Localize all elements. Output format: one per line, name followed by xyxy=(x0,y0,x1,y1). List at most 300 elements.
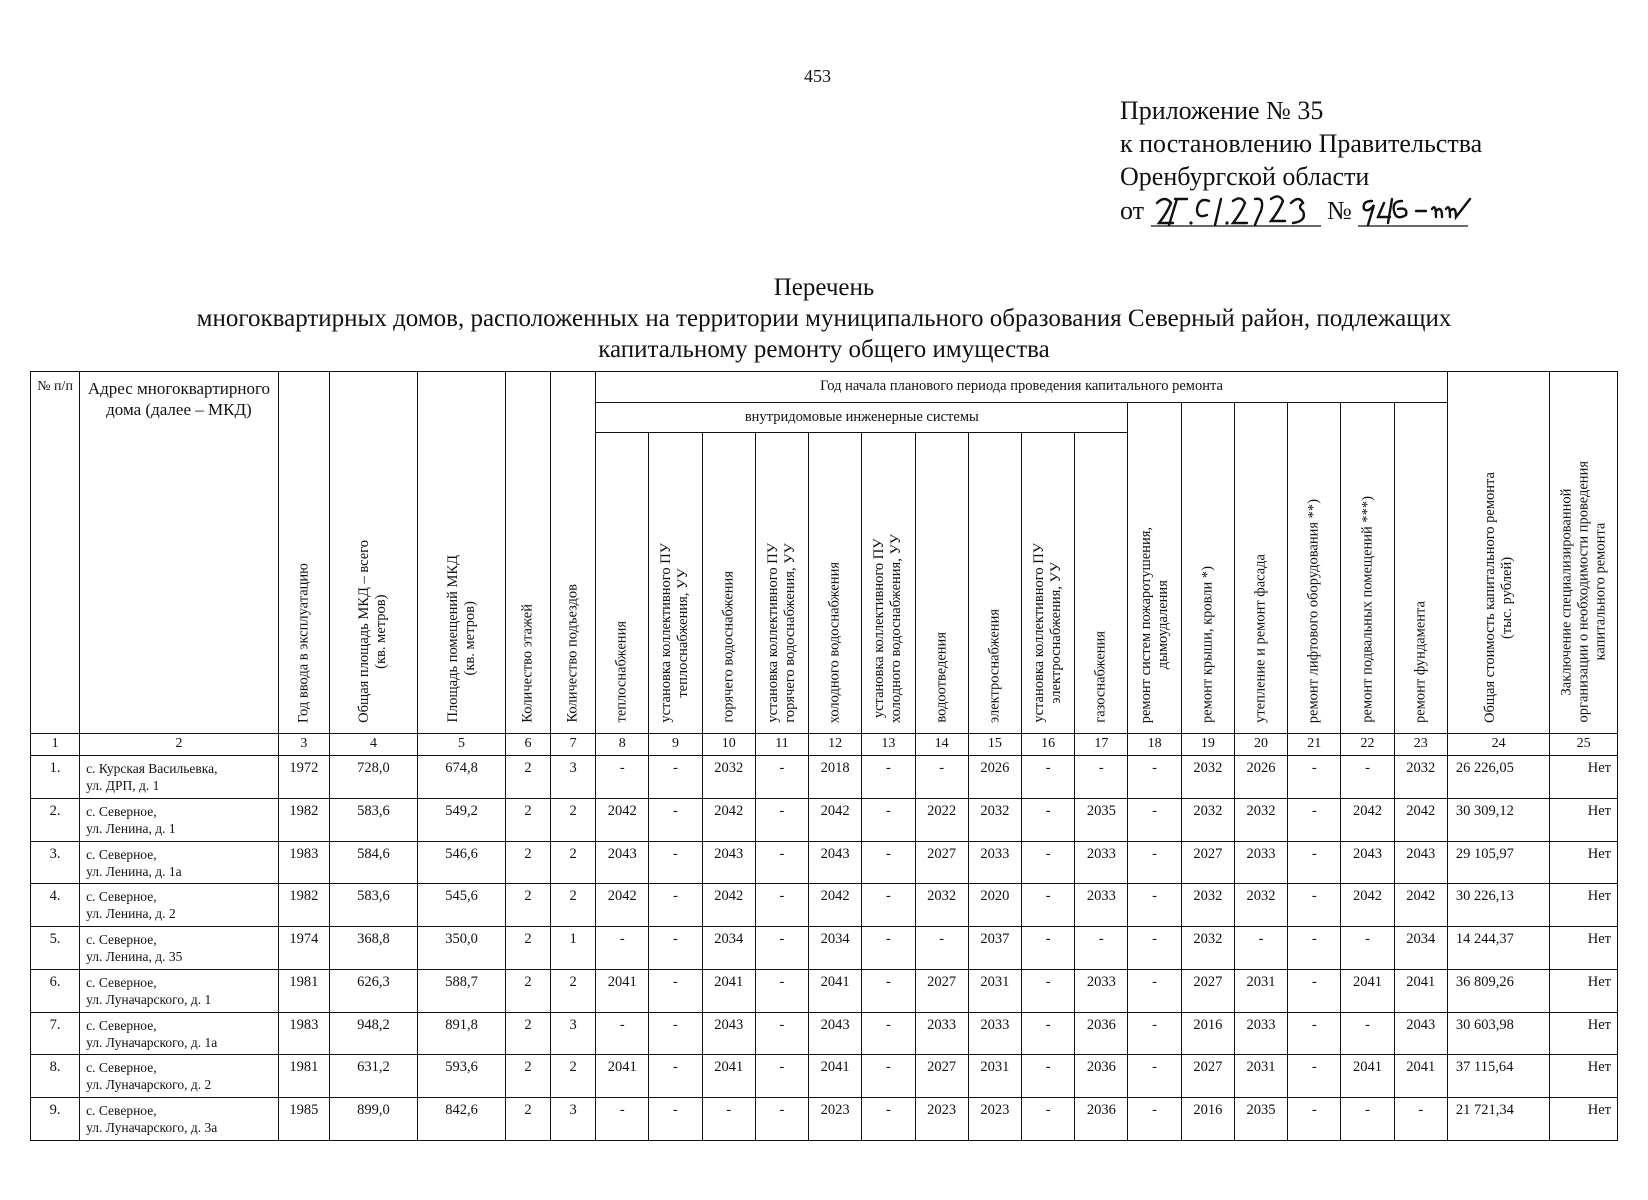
repair-table xyxy=(30,371,1618,1141)
cell-cost: 29 105,97 xyxy=(1447,841,1549,884)
column-number: 21 xyxy=(1288,733,1341,755)
cell-year: 1981 xyxy=(278,1055,329,1098)
cell-year: 1974 xyxy=(278,927,329,970)
cell-entrances: 3 xyxy=(551,1098,596,1141)
cell-drain: 2032 xyxy=(915,884,968,927)
column-number: 25 xyxy=(1550,733,1618,755)
cell-elevator: - xyxy=(1288,841,1341,884)
cell-total: 728,0 xyxy=(329,755,417,798)
cell-cold-pu: - xyxy=(862,927,915,970)
column-number: 1 xyxy=(31,733,80,755)
address-line-1: с. Северное, xyxy=(86,889,157,905)
cell-year: 1983 xyxy=(278,841,329,884)
header-premises-area: Площадь помещений МКД (кв. метров) xyxy=(417,372,505,734)
title-line-2: многоквартирных домов, расположенных на территории муниципального образования Северный район, подлежащих xyxy=(196,305,1452,332)
address-line-2: ул. Луначарского, д. 3а xyxy=(86,1120,218,1136)
column-number: 18 xyxy=(1128,733,1181,755)
address-line-1: с. Северное, xyxy=(86,932,157,948)
cell-gas: 2036 xyxy=(1075,1055,1128,1098)
address-line-2: ул. Луначарского, д. 1а xyxy=(86,1034,218,1050)
cell-facade: - xyxy=(1234,927,1287,970)
cell-gas: 2036 xyxy=(1075,1012,1128,1055)
cell-electric-pu: - xyxy=(1022,1012,1075,1055)
cell-total: 368,8 xyxy=(329,927,417,970)
cell-cost: 26 226,05 xyxy=(1447,755,1549,798)
cell-cost: 30 226,13 xyxy=(1447,884,1549,927)
cell-cold-pu: - xyxy=(862,841,915,884)
cell-num: 9. xyxy=(31,1098,80,1141)
cell-year: 1982 xyxy=(278,798,329,841)
cell-floors: 2 xyxy=(506,1098,551,1141)
cell-drain: - xyxy=(915,927,968,970)
title-line-3: капитальному ремонту общего имущества xyxy=(598,336,1050,363)
header-electric-pu: установка коллективного ПУ электроснабжения, УУ xyxy=(1022,433,1075,734)
address-line-2: ул. Ленина, д. 1а xyxy=(86,863,182,879)
cell-num: 3. xyxy=(31,841,80,884)
cell-premises: 593,6 xyxy=(417,1055,505,1098)
table-body xyxy=(31,755,1618,1140)
cell-heat: 2041 xyxy=(596,969,649,1012)
cell-total: 899,0 xyxy=(329,1098,417,1141)
cell-floors: 2 xyxy=(506,841,551,884)
cell-hot: 2032 xyxy=(702,755,755,798)
cell-electric: 2026 xyxy=(968,755,1021,798)
cell-floors: 2 xyxy=(506,798,551,841)
cell-year: 1985 xyxy=(278,1098,329,1141)
cell-cold-pu: - xyxy=(862,1055,915,1098)
cell-floors: 2 xyxy=(506,969,551,1012)
table-row xyxy=(31,969,1618,1012)
cell-total: 631,2 xyxy=(329,1055,417,1098)
address-line-1: с. Северное, xyxy=(86,974,157,990)
cell-roof: 2032 xyxy=(1181,755,1234,798)
cell-heat-pu: - xyxy=(649,755,702,798)
cell-facade: 2033 xyxy=(1234,1012,1287,1055)
cell-address xyxy=(80,1098,279,1141)
cell-num: 7. xyxy=(31,1012,80,1055)
cell-gas: 2036 xyxy=(1075,1098,1128,1141)
cell-address xyxy=(80,884,279,927)
cell-gas: 2033 xyxy=(1075,841,1128,884)
cell-heat: - xyxy=(596,755,649,798)
cell-heat-pu: - xyxy=(649,884,702,927)
address-line-1: с. Северное, xyxy=(86,1103,157,1119)
cell-foundation: 2041 xyxy=(1394,969,1447,1012)
cell-cold: 2042 xyxy=(809,884,862,927)
cell-cold: 2041 xyxy=(809,969,862,1012)
cell-conclusion: Нет xyxy=(1550,1055,1618,1098)
document-title xyxy=(60,272,1588,365)
table-row xyxy=(31,1098,1618,1141)
header-conclusion: Заключение специализированной организации о необходимости проведения капитального ремонта xyxy=(1550,372,1618,734)
cell-foundation: 2042 xyxy=(1394,884,1447,927)
cell-premises: 545,6 xyxy=(417,884,505,927)
header-total-area: Общая площадь МКД – всего (кв. метров) xyxy=(329,372,417,734)
cell-heat-pu: - xyxy=(649,841,702,884)
cell-heat-pu: - xyxy=(649,1098,702,1141)
address-line-2: ул. Луначарского, д. 2 xyxy=(86,1077,212,1093)
cell-hot: 2042 xyxy=(702,884,755,927)
column-number: 5 xyxy=(417,733,505,755)
column-number: 12 xyxy=(809,733,862,755)
cell-hot-pu: - xyxy=(755,1055,808,1098)
cell-basement: - xyxy=(1341,755,1394,798)
header-num: № п/п xyxy=(31,372,80,734)
cell-num: 6. xyxy=(31,969,80,1012)
cell-elevator: - xyxy=(1288,969,1341,1012)
header-year: Год ввода в эксплуатацию xyxy=(278,372,329,734)
cell-drain: - xyxy=(915,755,968,798)
header-engineering-systems: внутридомовые инженерные системы xyxy=(596,402,1128,433)
column-number: 11 xyxy=(755,733,808,755)
cell-year: 1983 xyxy=(278,1012,329,1055)
table-row xyxy=(31,884,1618,927)
cell-conclusion: Нет xyxy=(1550,884,1618,927)
cell-electric: 2020 xyxy=(968,884,1021,927)
cell-cold-pu: - xyxy=(862,798,915,841)
cell-year: 1982 xyxy=(278,884,329,927)
cell-electric: 2033 xyxy=(968,841,1021,884)
table-row xyxy=(31,798,1618,841)
cell-hot-pu: - xyxy=(755,841,808,884)
cell-premises: 891,8 xyxy=(417,1012,505,1055)
cell-fire: - xyxy=(1128,755,1181,798)
cell-heat: - xyxy=(596,1098,649,1141)
column-number: 3 xyxy=(278,733,329,755)
cell-roof: 2016 xyxy=(1181,1012,1234,1055)
cell-entrances: 2 xyxy=(551,841,596,884)
cell-electric-pu: - xyxy=(1022,841,1075,884)
cell-elevator: - xyxy=(1288,755,1341,798)
cell-premises: 842,6 xyxy=(417,1098,505,1141)
cell-conclusion: Нет xyxy=(1550,755,1618,798)
cell-foundation: 2043 xyxy=(1394,841,1447,884)
cell-cold: 2042 xyxy=(809,798,862,841)
cell-year: 1972 xyxy=(278,755,329,798)
header-facade: утепление и ремонт фасада xyxy=(1234,402,1287,733)
cell-entrances: 1 xyxy=(551,927,596,970)
cell-heat: 2043 xyxy=(596,841,649,884)
cell-fire: - xyxy=(1128,798,1181,841)
cell-entrances: 3 xyxy=(551,755,596,798)
cell-total: 948,2 xyxy=(329,1012,417,1055)
cell-facade: 2035 xyxy=(1234,1098,1287,1141)
cell-electric-pu: - xyxy=(1022,798,1075,841)
cell-electric-pu: - xyxy=(1022,969,1075,1012)
cell-hot: 2043 xyxy=(702,1012,755,1055)
column-number: 14 xyxy=(915,733,968,755)
cell-electric-pu: - xyxy=(1022,884,1075,927)
handwritten-date xyxy=(1151,193,1321,227)
cell-heat: - xyxy=(596,927,649,970)
cell-heat: 2041 xyxy=(596,1055,649,1098)
header-floors: Количество этажей xyxy=(506,372,551,734)
cell-cold: 2023 xyxy=(809,1098,862,1141)
header-drainage: водоотведения xyxy=(915,433,968,734)
cell-elevator: - xyxy=(1288,1012,1341,1055)
cell-elevator: - xyxy=(1288,1098,1341,1141)
cell-entrances: 2 xyxy=(551,969,596,1012)
handwritten-number-text xyxy=(1358,193,1361,226)
cell-cold-pu: - xyxy=(862,755,915,798)
address-line-2: ул. Ленина, д. 1 xyxy=(86,820,176,836)
address-line-2: ул. Ленина, д. 35 xyxy=(86,949,183,965)
column-number: 16 xyxy=(1022,733,1075,755)
cell-heat: - xyxy=(596,1012,649,1055)
cell-gas: 2033 xyxy=(1075,884,1128,927)
table-row xyxy=(31,927,1618,970)
cell-facade: 2032 xyxy=(1234,884,1287,927)
cell-premises: 546,6 xyxy=(417,841,505,884)
cell-conclusion: Нет xyxy=(1550,927,1618,970)
cell-electric-pu: - xyxy=(1022,1098,1075,1141)
cell-entrances: 2 xyxy=(551,798,596,841)
cell-roof: 2032 xyxy=(1181,798,1234,841)
table-row xyxy=(31,841,1618,884)
cell-fire: - xyxy=(1128,1012,1181,1055)
cell-cold-pu: - xyxy=(862,1098,915,1141)
cell-hot-pu: - xyxy=(755,1098,808,1141)
header-entrances: Количество подъездов xyxy=(551,372,596,734)
table-row xyxy=(31,755,1618,798)
cell-roof: 2027 xyxy=(1181,1055,1234,1098)
cell-hot-pu: - xyxy=(755,755,808,798)
cell-conclusion: Нет xyxy=(1550,841,1618,884)
cell-heat-pu: - xyxy=(649,1055,702,1098)
cell-floors: 2 xyxy=(506,884,551,927)
cell-entrances: 3 xyxy=(551,1012,596,1055)
cell-heat-pu: - xyxy=(649,927,702,970)
cell-cost: 21 721,34 xyxy=(1447,1098,1549,1141)
cell-address xyxy=(80,798,279,841)
appendix-block xyxy=(1120,94,1482,227)
cell-roof: 2032 xyxy=(1181,884,1234,927)
cell-cold-pu: - xyxy=(862,1012,915,1055)
cell-num: 4. xyxy=(31,884,80,927)
cell-entrances: 2 xyxy=(551,1055,596,1098)
column-number: 9 xyxy=(649,733,702,755)
cell-conclusion: Нет xyxy=(1550,798,1618,841)
cell-roof: 2032 xyxy=(1181,927,1234,970)
cell-electric: 2032 xyxy=(968,798,1021,841)
header-planned-period: Год начала планового периода проведения капитального ремонта xyxy=(596,372,1448,403)
header-cost: Общая стоимость капитального ремонта (тыс. рублей) xyxy=(1447,372,1549,734)
cell-conclusion: Нет xyxy=(1550,1012,1618,1055)
header-hot-pu: установка коллективного ПУ горячего водоснабжения, УУ xyxy=(755,433,808,734)
cell-premises: 674,8 xyxy=(417,755,505,798)
cell-basement: - xyxy=(1341,927,1394,970)
cell-heat: 2042 xyxy=(596,798,649,841)
address-line-2: ул. ДРП, д. 1 xyxy=(86,777,160,793)
cell-electric-pu: - xyxy=(1022,755,1075,798)
address-line-2: ул. Ленина, д. 2 xyxy=(86,906,176,922)
column-number: 4 xyxy=(329,733,417,755)
table-row xyxy=(31,1055,1618,1098)
header-roof: ремонт крыши, кровли *) xyxy=(1181,402,1234,733)
cell-floors: 2 xyxy=(506,927,551,970)
cell-cold-pu: - xyxy=(862,969,915,1012)
cell-cold: 2041 xyxy=(809,1055,862,1098)
cell-floors: 2 xyxy=(506,1055,551,1098)
cell-hot: 2041 xyxy=(702,1055,755,1098)
cell-basement: - xyxy=(1341,1098,1394,1141)
cell-electric: 2023 xyxy=(968,1098,1021,1141)
cell-electric-pu: - xyxy=(1022,927,1075,970)
cell-facade: 2026 xyxy=(1234,755,1287,798)
cell-foundation: 2034 xyxy=(1394,927,1447,970)
cell-hot-pu: - xyxy=(755,1012,808,1055)
address-line-1: с. Курская Васильевка, xyxy=(86,760,218,776)
cell-cold: 2043 xyxy=(809,1012,862,1055)
cell-fire: - xyxy=(1128,969,1181,1012)
cell-premises: 549,2 xyxy=(417,798,505,841)
cell-facade: 2031 xyxy=(1234,1055,1287,1098)
handwritten-number xyxy=(1358,193,1478,227)
address-line-2: ул. Луначарского, д. 1 xyxy=(86,991,212,1007)
cell-electric: 2033 xyxy=(968,1012,1021,1055)
address-line-1: с. Северное, xyxy=(86,1060,157,1076)
cell-fire: - xyxy=(1128,927,1181,970)
cell-facade: 2033 xyxy=(1234,841,1287,884)
cell-num: 8. xyxy=(31,1055,80,1098)
cell-address xyxy=(80,927,279,970)
header-cold-pu: установка коллективного ПУ холодного водоснабжения, УУ xyxy=(862,433,915,734)
header-electric: электроснабжения xyxy=(968,433,1021,734)
cell-floors: 2 xyxy=(506,755,551,798)
cell-num: 2. xyxy=(31,798,80,841)
cell-cost: 14 244,37 xyxy=(1447,927,1549,970)
cell-floors: 2 xyxy=(506,1012,551,1055)
cell-gas: 2033 xyxy=(1075,969,1128,1012)
cell-cold: 2034 xyxy=(809,927,862,970)
header-foundation: ремонт фундамента xyxy=(1394,402,1447,733)
cell-heat-pu: - xyxy=(649,798,702,841)
header-basement: ремонт подвальных помещений ***) xyxy=(1341,402,1394,733)
cell-conclusion: Нет xyxy=(1550,969,1618,1012)
cell-hot-pu: - xyxy=(755,927,808,970)
column-numbers-row xyxy=(31,733,1618,755)
cell-drain: 2027 xyxy=(915,969,968,1012)
cell-num: 5. xyxy=(31,927,80,970)
cell-elevator: - xyxy=(1288,798,1341,841)
cell-cold-pu: - xyxy=(862,884,915,927)
title-line-1: Перечень xyxy=(773,274,875,301)
cell-entrances: 2 xyxy=(551,884,596,927)
cell-basement: 2041 xyxy=(1341,1055,1394,1098)
cell-hot: 2034 xyxy=(702,927,755,970)
cell-electric: 2037 xyxy=(968,927,1021,970)
cell-drain: 2027 xyxy=(915,841,968,884)
column-number: 6 xyxy=(506,733,551,755)
cell-hot: - xyxy=(702,1098,755,1141)
column-number: 15 xyxy=(968,733,1021,755)
column-number: 8 xyxy=(596,733,649,755)
cell-foundation: 2043 xyxy=(1394,1012,1447,1055)
appendix-line-2: к постановлению Правительства xyxy=(1120,129,1483,158)
cell-conclusion: Нет xyxy=(1550,1098,1618,1141)
cell-foundation: - xyxy=(1394,1098,1447,1141)
cell-roof: 2027 xyxy=(1181,841,1234,884)
cell-fire: - xyxy=(1128,1098,1181,1141)
cell-facade: 2032 xyxy=(1234,798,1287,841)
cell-hot: 2043 xyxy=(702,841,755,884)
cell-hot: 2042 xyxy=(702,798,755,841)
column-number: 13 xyxy=(862,733,915,755)
cell-cost: 30 309,12 xyxy=(1447,798,1549,841)
cell-address xyxy=(80,841,279,884)
header-heat-pu: установка коллективного ПУ теплоснабжения, УУ xyxy=(649,433,702,734)
header-heat: теплоснабжения xyxy=(596,433,649,734)
cell-gas: - xyxy=(1075,755,1128,798)
cell-address xyxy=(80,969,279,1012)
cell-foundation: 2032 xyxy=(1394,755,1447,798)
cell-address xyxy=(80,1012,279,1055)
cell-foundation: 2042 xyxy=(1394,798,1447,841)
cell-fire: - xyxy=(1128,841,1181,884)
column-number: 2 xyxy=(80,733,279,755)
cell-heat-pu: - xyxy=(649,1012,702,1055)
cell-address xyxy=(80,1055,279,1098)
cell-elevator: - xyxy=(1288,884,1341,927)
column-number: 20 xyxy=(1234,733,1287,755)
cell-num: 1. xyxy=(31,755,80,798)
cell-basement: 2043 xyxy=(1341,841,1394,884)
cell-foundation: 2041 xyxy=(1394,1055,1447,1098)
cell-premises: 350,0 xyxy=(417,927,505,970)
cell-cost: 37 115,64 xyxy=(1447,1055,1549,1098)
column-number: 22 xyxy=(1341,733,1394,755)
cell-hot-pu: - xyxy=(755,798,808,841)
cell-basement: - xyxy=(1341,1012,1394,1055)
cell-gas: - xyxy=(1075,927,1128,970)
cell-fire: - xyxy=(1128,1055,1181,1098)
address-line-1: с. Северное, xyxy=(86,846,157,862)
cell-heat-pu: - xyxy=(649,969,702,1012)
cell-cold: 2043 xyxy=(809,841,862,884)
cell-electric: 2031 xyxy=(968,969,1021,1012)
header-elevator: ремонт лифтового оборудования **) xyxy=(1288,402,1341,733)
cell-hot-pu: - xyxy=(755,884,808,927)
cell-heat: 2042 xyxy=(596,884,649,927)
cell-elevator: - xyxy=(1288,1055,1341,1098)
cell-basement: 2042 xyxy=(1341,884,1394,927)
header-cold-water: холодного водоснабжения xyxy=(809,433,862,734)
appendix-date-line xyxy=(1120,193,1482,227)
cell-electric: 2031 xyxy=(968,1055,1021,1098)
table-row xyxy=(31,1012,1618,1055)
header-address: Адрес многоквартирного дома (далее – МКД) xyxy=(80,372,279,734)
cell-fire: - xyxy=(1128,884,1181,927)
address-line-1: с. Северное, xyxy=(86,803,157,819)
cell-drain: 2033 xyxy=(915,1012,968,1055)
cell-basement: 2042 xyxy=(1341,798,1394,841)
cell-total: 583,6 xyxy=(329,798,417,841)
cell-facade: 2031 xyxy=(1234,969,1287,1012)
address-line-1: с. Северное, xyxy=(86,1017,157,1033)
cell-drain: 2027 xyxy=(915,1055,968,1098)
cell-hot: 2041 xyxy=(702,969,755,1012)
column-number: 19 xyxy=(1181,733,1234,755)
cell-drain: 2023 xyxy=(915,1098,968,1141)
cell-gas: 2035 xyxy=(1075,798,1128,841)
cell-cold: 2018 xyxy=(809,755,862,798)
cell-elevator: - xyxy=(1288,927,1341,970)
cell-total: 626,3 xyxy=(329,969,417,1012)
cell-roof: 2016 xyxy=(1181,1098,1234,1141)
header-hot-water: горячего водоснабжения xyxy=(702,433,755,734)
cell-electric-pu: - xyxy=(1022,1055,1075,1098)
cell-premises: 588,7 xyxy=(417,969,505,1012)
